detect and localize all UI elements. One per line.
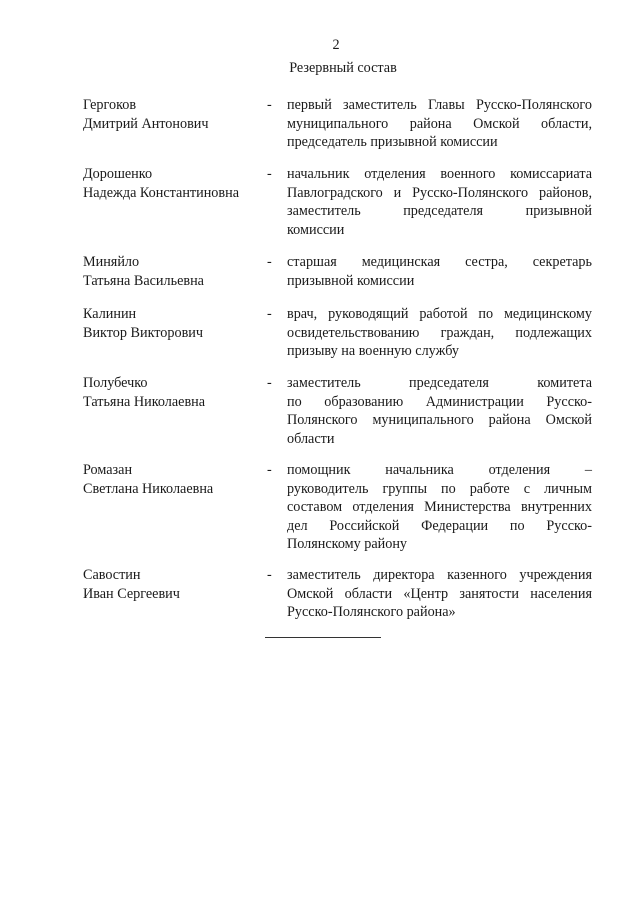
member-name	[83, 165, 263, 202]
role-line: дел Российской Федерации по Русско-	[287, 517, 592, 534]
member-surname: Дорошенко	[83, 166, 153, 182]
entry-dash: -	[267, 166, 272, 182]
role-line: руководитель группы по работе с личным	[287, 480, 592, 497]
role-line: первый заместитель Главы Русско-Полянского	[287, 97, 592, 113]
role-line: Русско-Полянского района»	[287, 604, 456, 620]
member-surname: Полубечко	[83, 375, 148, 391]
entry-dash: -	[267, 375, 272, 391]
role-line: по образованию Администрации Русско-	[287, 393, 592, 410]
member-surname: Калинин	[83, 306, 137, 322]
member-role	[287, 253, 592, 290]
role-line: врач, руководящий работой по медицинскому	[287, 306, 592, 322]
role-line: помощник начальника отделения –	[287, 462, 592, 478]
member-role	[287, 96, 592, 152]
role-line: освидетельствованию граждан, подлежащих	[287, 324, 592, 341]
member-role	[287, 305, 592, 361]
role-line: старшая медицинская сестра, секретарь	[287, 254, 592, 270]
member-surname: Миняйло	[83, 254, 140, 270]
role-line: Павлоградского и Русско-Полянского районов,	[287, 184, 592, 201]
role-line: призыву на военную службу	[287, 343, 459, 359]
member-given-name: Иван Сергеевич	[83, 585, 180, 602]
member-role	[287, 461, 592, 554]
member-given-name: Надежда Константиновна	[83, 184, 239, 201]
role-line: области	[287, 430, 335, 447]
role-line: Омской области «Центр занятости населения	[287, 585, 592, 602]
member-name	[83, 253, 263, 290]
member-name	[83, 305, 263, 342]
role-line: заместитель председателя призывной	[287, 203, 592, 219]
member-name	[83, 461, 263, 498]
end-rule	[265, 637, 381, 638]
member-name	[83, 96, 263, 133]
entry-dash: -	[267, 462, 272, 478]
section-title: Резервный состав	[289, 60, 397, 76]
member-given-name: Татьяна Николаевна	[83, 393, 206, 410]
member-name	[83, 374, 263, 411]
member-given-name: Светлана Николаевна	[83, 480, 214, 497]
member-name	[83, 566, 263, 603]
role-line: начальник отделения военного комиссариата	[287, 166, 592, 182]
role-line: муниципального района Омской области,	[287, 115, 592, 132]
role-line: комиссии	[287, 221, 345, 238]
member-given-name: Татьяна Васильевна	[83, 272, 204, 289]
entry-dash: -	[267, 97, 272, 113]
member-surname: Савостин	[83, 567, 141, 583]
member-role	[287, 374, 592, 448]
member-role	[287, 566, 592, 622]
role-line: заместитель директора казенного учреждения	[287, 567, 592, 583]
role-line: Полянского муниципального района Омской	[287, 412, 592, 428]
member-surname: Ромазан	[83, 462, 133, 478]
entry-dash: -	[267, 306, 272, 322]
member-role	[287, 165, 592, 239]
role-line: председатель призывной комиссии	[287, 134, 498, 150]
role-line: заместитель председателя комитета	[287, 375, 592, 391]
member-surname: Гергоков	[83, 97, 137, 113]
role-line: составом отделения Министерства внутренних	[287, 499, 592, 515]
entry-dash: -	[267, 254, 272, 270]
entry-dash: -	[267, 567, 272, 583]
member-given-name: Виктор Викторович	[83, 324, 203, 341]
role-line: призывной комиссии	[287, 272, 415, 289]
role-line: Полянскому району	[287, 536, 408, 552]
member-given-name: Дмитрий Антонович	[83, 115, 209, 132]
page-number: 2	[332, 37, 340, 53]
